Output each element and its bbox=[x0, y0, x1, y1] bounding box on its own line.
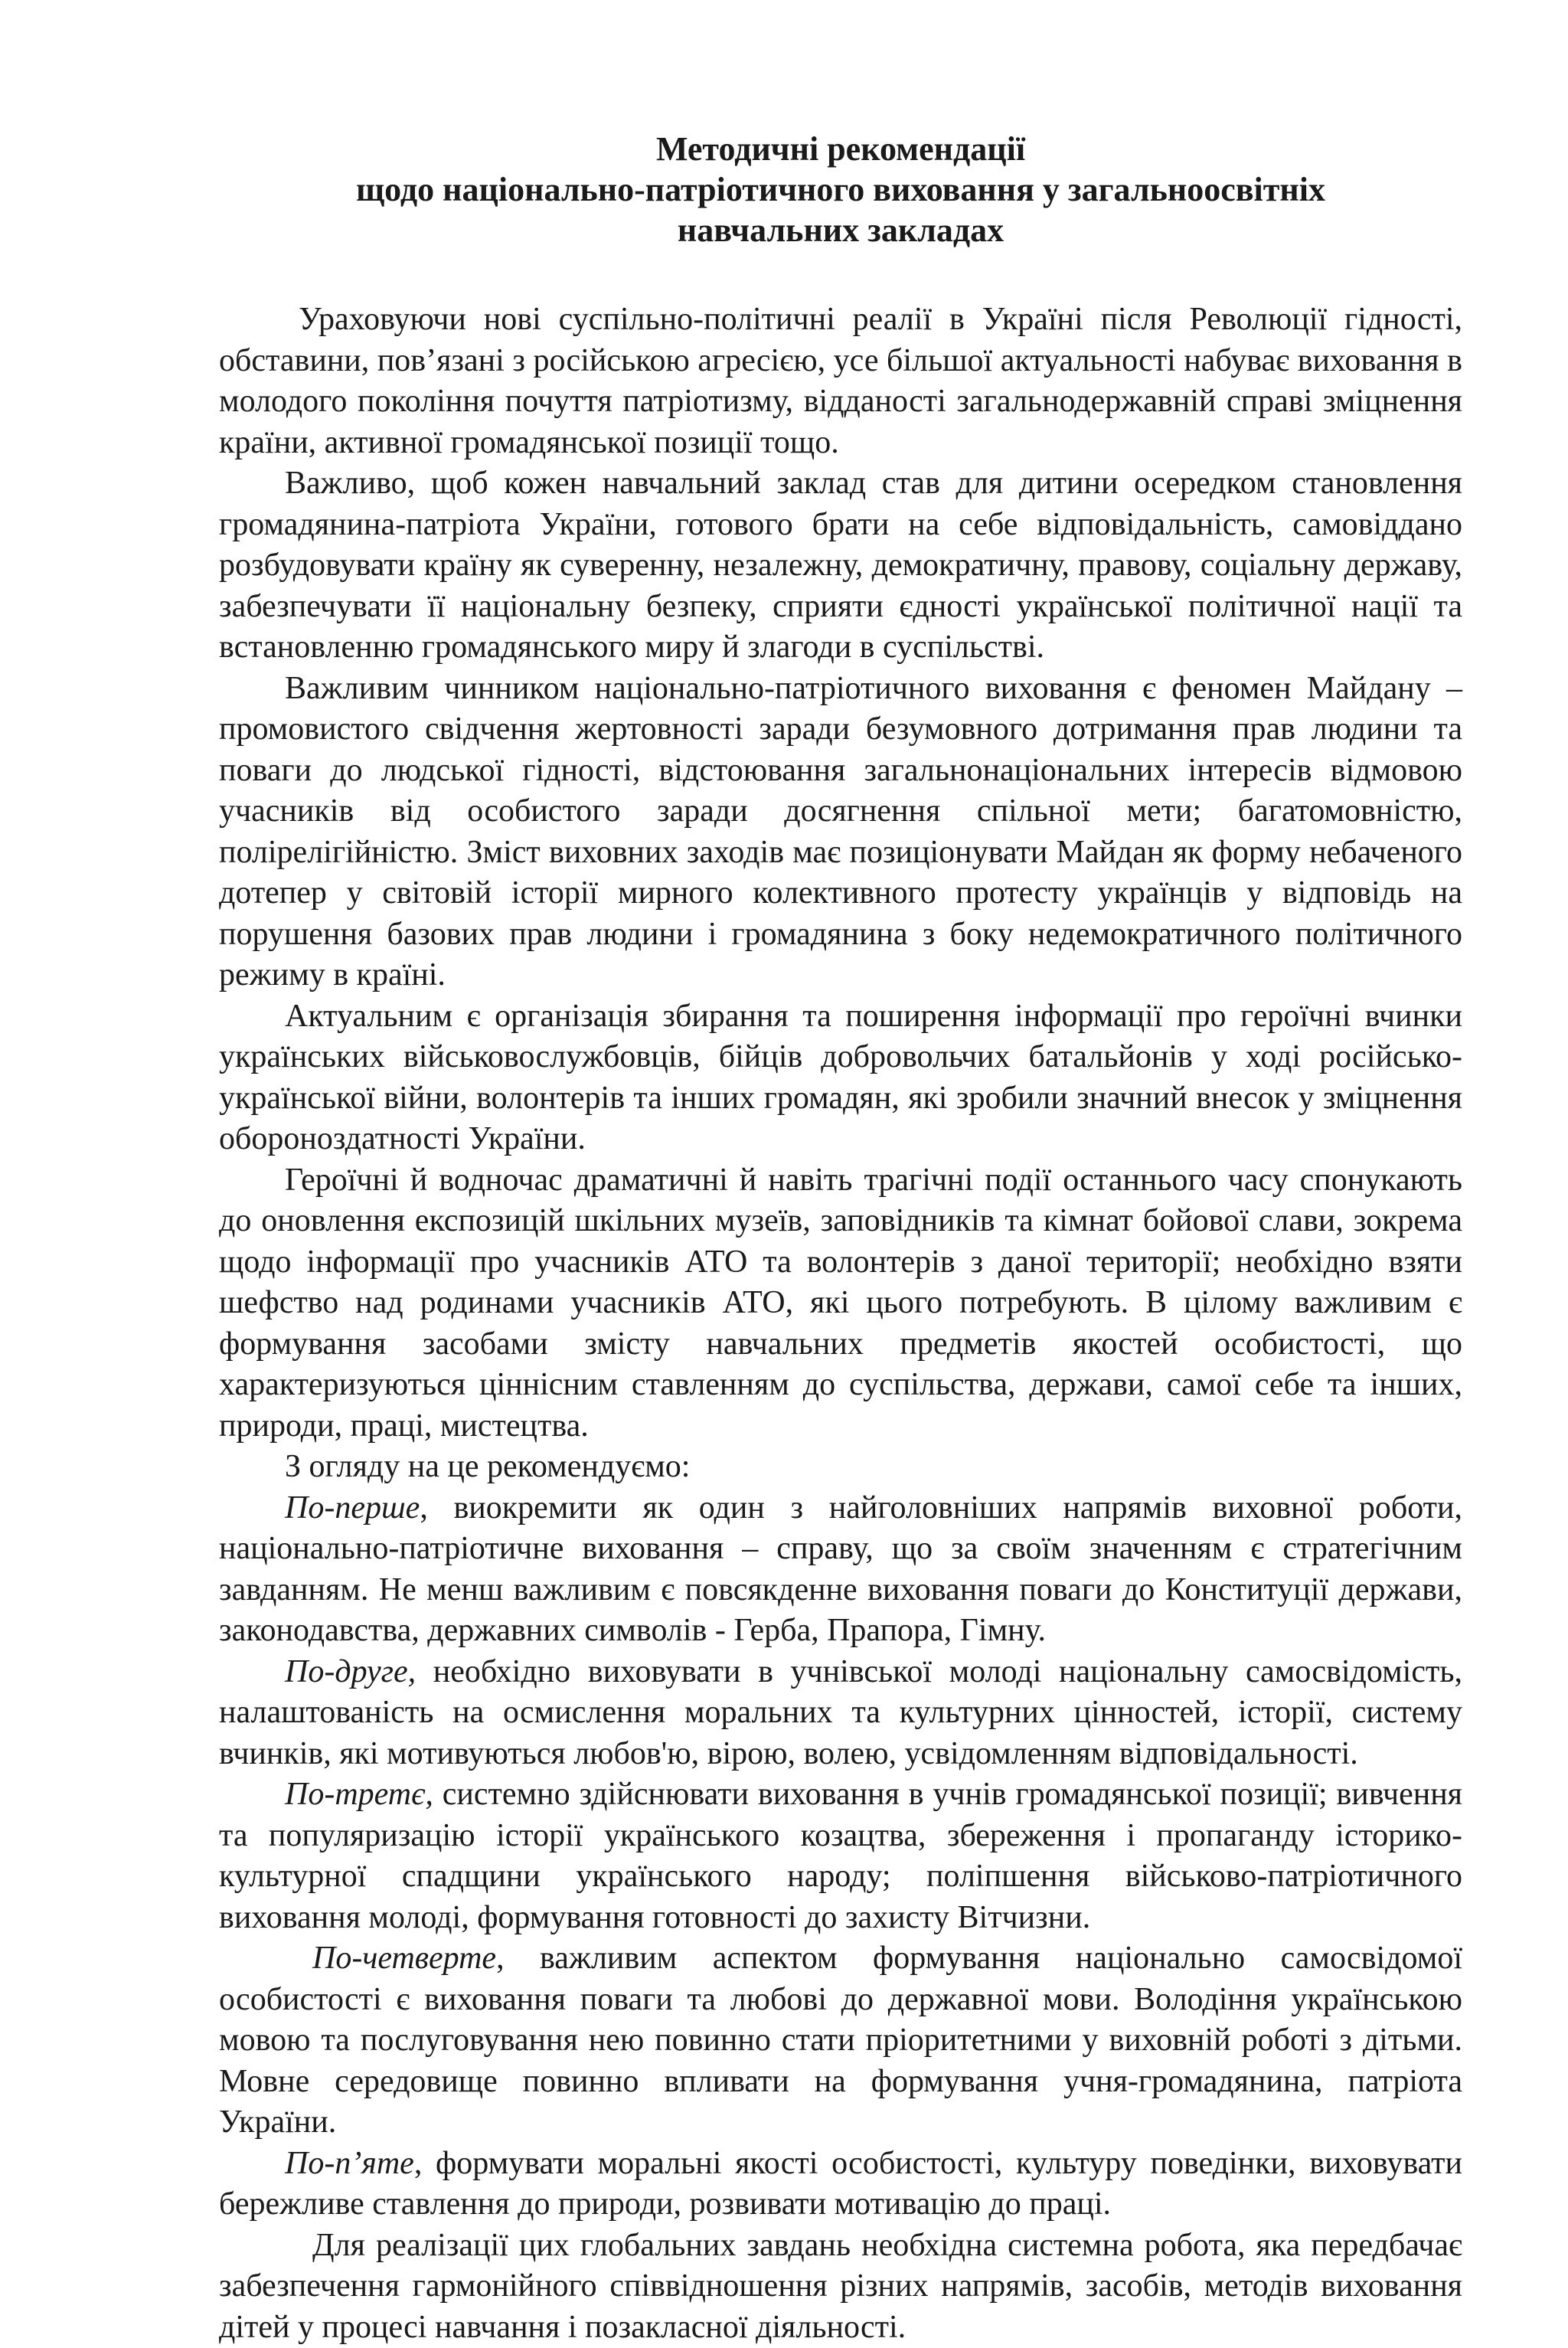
recommendation-second-lead: По-друге, bbox=[285, 1654, 416, 1689]
recommendation-fifth bbox=[219, 2144, 1462, 2225]
recommendation-first-lead: По-перше bbox=[285, 1490, 420, 1526]
recommendation-second bbox=[219, 1652, 1462, 1775]
recommendation-third-lead: По-третє, bbox=[285, 1777, 433, 1812]
recommendation-fifth-lead: По-п’яте bbox=[285, 2146, 414, 2181]
recommendation-fourth bbox=[219, 1938, 1462, 2144]
paragraph-maidan: Важливим чинником національно-патріотичного виховання є феномен Майдану – промовистого свідчення жертовності заради безумовного дотримання прав людини та поваги до людської гідності, відстоювання загальнонаціональних інтересів відмовою учасників від особистого заради досягнення спільної мети; багатомовністю, полірелігійністю. Зміст виховних заходів має позиціонувати Майдан як форму небаченого дотепер у світовій історії мирного колективного протесту українців у відповідь на порушення базових прав людини і громадянина з боку недемократичного політичного режиму в країні. bbox=[219, 669, 1462, 996]
paragraph-recommend: З огляду на це рекомендуємо: bbox=[219, 1447, 1462, 1488]
recommendation-fourth-text: , важливим аспектом формування національно самосвідомої особистості є виховання поваги та любові до державної мови. Володіння українською мовою та послуговування нею повинно стати пріоритетними у виховній роботі з дітьми. Мовне середовище повинно впливати на формування учня-громадянина, патріота України. bbox=[219, 1941, 1462, 2140]
recommendation-second-text: необхідно виховувати в учнівської молоді національну самосвідомість, налаштованість на осмислення моральних та культурних цінностей, історії, систему вчинків, які мотивуються любов'ю, вірою, волею, усвідомленням відповідальності. bbox=[219, 1654, 1462, 1771]
paragraph-heroic-deeds: Актуальним є організація збирання та поширення інформації про героїчні вчинки українських військовослужбовців, бійців добровольчих батальйонів у ході російсько-української війни, волонтерів та інших громадян, які зробили значний внесок у зміцнення обороноздатності України. bbox=[219, 996, 1462, 1160]
recommendation-fourth-lead: По-четверте bbox=[312, 1941, 496, 1976]
paragraph-conclusion: Для реалізації цих глобальних завдань необхідна системна робота, яка передбачає забезпечення гармонійного співвідношення різних напрямів, засобів, методів виховання дітей у процесі навчання і позакласної діяльності. bbox=[219, 2225, 1462, 2348]
title-line-2: щодо національно-патріотичного виховання у загальноосвітніх bbox=[219, 169, 1462, 210]
document-title bbox=[219, 129, 1462, 250]
recommendation-fifth-text: , формувати моральні якості особистості, культуру поведінки, виховувати бережливе ставлення до природи, розвивати мотивацію до праці. bbox=[219, 2146, 1462, 2222]
recommendation-third bbox=[219, 1774, 1462, 1938]
title-line-3: навчальних закладах bbox=[219, 210, 1462, 250]
document-body bbox=[219, 129, 1462, 2348]
recommendation-third-text: системно здійснювати виховання в учнів громадянської позиції; вивчення та популяризацію історії українського козацтва, збереження і пропаганду історико-культурної спадщини українського народу; поліпшення військово-патріотичного виховання молоді, формування готовності до захисту Вітчизни. bbox=[219, 1777, 1462, 1935]
title-line-1: Методичні рекомендації bbox=[219, 129, 1462, 169]
paragraph-intro: Ураховуючи нові суспільно-політичні реалії в Україні після Революції гідності, обставини, пов’язані з російською агресією, усе більшої актуальності набуває виховання в молодого покоління почуття патріотизму, відданості загальнодержавній справі зміцнення країни, активної громадянської позиції тощо. bbox=[219, 299, 1462, 463]
paragraph-importance: Важливо, щоб кожен навчальний заклад став для дитини осередком становлення громадянина-патріота України, готового брати на себе відповідальність, самовіддано розбудовувати країну як суверенну, незалежну, демократичну, правову, соціальну державу, забезпечувати її національну безпеку, сприяти єдності української політичної нації та встановленню громадянського миру й злагоди в суспільстві. bbox=[219, 463, 1462, 669]
paragraph-museums: Героїчні й водночас драматичні й навіть трагічні події останнього часу спонукають до оновлення експозицій шкільних музеїв, заповідників та кімнат бойової слави, зокрема щодо інформації про учасників АТО та волонтерів з даної території; необхідно взяти шефство над родинами учасників АТО, які цього потребують. В цілому важливим є формування засобами змісту навчальних предметів якостей особистості, що характеризуються ціннісним ставленням до суспільства, держави, самої себе та інших, природи, праці, мистецтва. bbox=[219, 1160, 1462, 1447]
recommendation-first-text: , виокремити як один з найголовніших напрямів виховної роботи, національно-патріотичне виховання – справу, що за своїм значенням є стратегічним завданням. Не менш важливим є повсякденне виховання поваги до Конституції держави, законодавства, державних символів - Герба, Прапора, Гімну. bbox=[219, 1490, 1462, 1649]
recommendation-first bbox=[219, 1488, 1462, 1652]
